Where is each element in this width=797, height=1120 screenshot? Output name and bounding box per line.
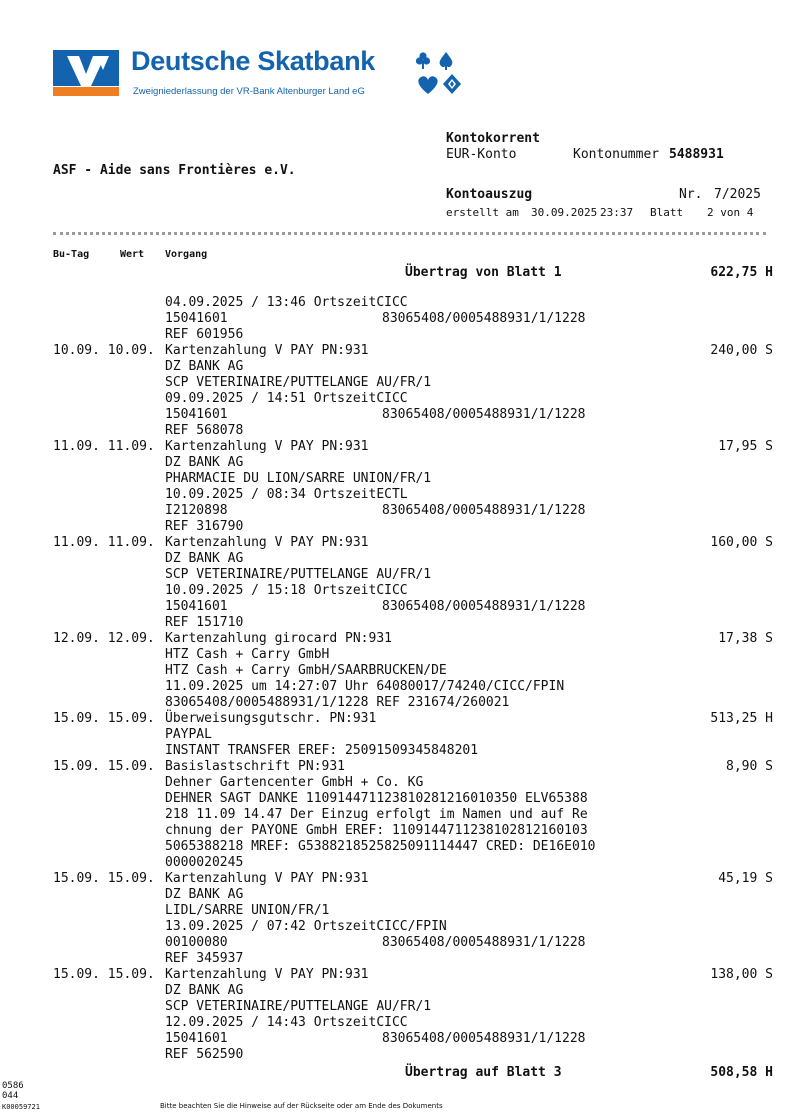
transaction-text: Kartenzahlung V PAY PN:931: [165, 439, 369, 454]
transaction-text: 00100080: [165, 935, 228, 950]
transaction-amount: 45,19 S: [718, 871, 773, 886]
transaction-text: 15041601: [165, 407, 228, 422]
carry-out-label: Übertrag auf Blatt 3: [405, 1065, 562, 1080]
bank-subtitle: Zweigniederlassung der VR-Bank Altenburger Land eG: [133, 86, 365, 97]
transaction-text: Basislastschrift PN:931: [165, 759, 346, 774]
transaction-line: [53, 503, 773, 519]
transaction-text: 11.09.2025 um 14:27:07 Uhr 64080017/74240/CICC/FPIN: [165, 679, 565, 694]
transaction-date: 12.09. 12.09.: [53, 631, 155, 646]
transaction-text: DZ BANK AG: [165, 983, 244, 998]
transaction-text: HTZ Cash + Carry GmbH: [165, 647, 330, 662]
transaction-line: [53, 935, 773, 951]
transaction-date: 15.09. 15.09.: [53, 871, 155, 886]
transaction-line: [53, 759, 773, 775]
transaction-date: 11.09. 11.09.: [53, 439, 155, 454]
transaction-text: 5065388218 MREF: G5388218525825091114447 CRED: DE16E010: [165, 839, 596, 854]
statement-title: Kontoauszug: [446, 187, 533, 202]
transaction-line: [53, 887, 773, 903]
transaction-date: 11.09. 11.09.: [53, 535, 155, 550]
transaction-text: 04.09.2025 / 13:46 OrtszeitCICC: [165, 295, 408, 310]
transaction-text: 0000020245: [165, 855, 244, 870]
transaction-line: [53, 439, 773, 455]
bank-logo-icon: [53, 50, 119, 96]
account-type-title: Kontokorrent: [446, 131, 540, 146]
transaction-text: REF 601956: [165, 327, 244, 342]
transaction-text: Kartenzahlung V PAY PN:931: [165, 967, 369, 982]
transaction-text: Überweisungsgutschr. PN:931: [165, 711, 377, 726]
transaction-line: [53, 871, 773, 887]
account-currency-type: EUR-Konto: [446, 147, 517, 162]
statement-nr-label: Nr.: [679, 187, 703, 202]
transaction-line: [53, 855, 773, 871]
carry-in-label: Übertrag von Blatt 1: [405, 265, 562, 280]
transaction-line: [53, 775, 773, 791]
transaction-line: [53, 567, 773, 583]
transaction-line: [53, 791, 773, 807]
transaction-text: SCP VETERINAIRE/PUTTELANGE AU/FR/1: [165, 567, 432, 582]
transaction-text: REF 562590: [165, 1047, 244, 1062]
statement-created-time: 23:37: [600, 206, 634, 219]
transaction-line: [53, 967, 773, 983]
transaction-text: REF 151710: [165, 615, 244, 630]
transaction-text: SCP VETERINAIRE/PUTTELANGE AU/FR/1: [165, 375, 432, 390]
transaction-list: [53, 295, 773, 1063]
carry-out-amount: 508,58 H: [710, 1065, 773, 1080]
transaction-text: 10.09.2025 / 15:18 OrtszeitCICC: [165, 583, 408, 598]
transaction-text: I2120898: [165, 503, 228, 518]
transaction-line: [53, 343, 773, 359]
transaction-line: [53, 631, 773, 647]
transaction-text: DZ BANK AG: [165, 551, 244, 566]
footer-code-1: 0586: [2, 1081, 24, 1091]
statement-sheet-label: Blatt: [650, 206, 684, 219]
column-booking-day: Bu-Tag: [53, 249, 90, 260]
transaction-text: 218 11.09 14.47 Der Einzug erfolgt im Namen und auf Re: [165, 807, 588, 822]
transaction-date: 10.09. 10.09.: [53, 343, 155, 358]
statement-nr: 7/2025: [714, 187, 761, 202]
statement-sheet: 2 von 4: [707, 206, 754, 219]
transaction-text: 10.09.2025 / 08:34 OrtszeitECTL: [165, 487, 408, 502]
transaction-text: Kartenzahlung V PAY PN:931: [165, 535, 369, 550]
transaction-text: DEHNER SAGT DANKE 110914471123810281216010350 ELV65388: [165, 791, 588, 806]
transaction-date: 15.09. 15.09.: [53, 759, 155, 774]
transaction-line: [53, 839, 773, 855]
transaction-text: REF 568078: [165, 423, 244, 438]
transaction-line: [53, 551, 773, 567]
transaction-line: [53, 359, 773, 375]
transaction-line: [53, 583, 773, 599]
transaction-line: [53, 471, 773, 487]
transaction-amount: 8,90 S: [726, 759, 773, 774]
transaction-amount: 138,00 S: [710, 967, 773, 982]
transaction-line: [53, 487, 773, 503]
transaction-text: LIDL/SARRE UNION/FR/1: [165, 903, 330, 918]
transaction-text: 15041601: [165, 311, 228, 326]
transaction-line: [53, 295, 773, 311]
transaction-text: chnung der PAYONE GmbH EREF: 110914471123810281216010З: [165, 823, 588, 838]
transaction-line: [53, 1015, 773, 1031]
transaction-text: INSTANT TRANSFER EREF: 25091509345848201: [165, 743, 479, 758]
transaction-line: [53, 327, 773, 343]
transaction-text: DZ BANK AG: [165, 887, 244, 902]
transaction-line: [53, 695, 773, 711]
transaction-reference: 83065408/0005488931/1/1228: [382, 311, 586, 326]
transaction-text: Kartenzahlung V PAY PN:931: [165, 343, 369, 358]
transaction-text: 15041601: [165, 599, 228, 614]
statement-created-date: 30.09.2025: [531, 206, 598, 219]
transaction-amount: 513,25 H: [710, 711, 773, 726]
transaction-reference: 83065408/0005488931/1/1228: [382, 407, 586, 422]
transaction-text: Kartenzahlung girocard PN:931: [165, 631, 392, 646]
transaction-text: DZ BANK AG: [165, 455, 244, 470]
transaction-text: 83065408/0005488931/1/1228 REF 231674/260021: [165, 695, 510, 710]
transaction-line: [53, 391, 773, 407]
transaction-line: [53, 1047, 773, 1063]
transaction-line: [53, 951, 773, 967]
transaction-text: PAYPAL: [165, 727, 212, 742]
transaction-date: 15.09. 15.09.: [53, 711, 155, 726]
statement-created-label: erstellt am: [446, 206, 519, 219]
account-number-label: Kontonummer: [573, 147, 660, 162]
carry-in-amount: 622,75 H: [710, 265, 773, 280]
transaction-text: HTZ Cash + Carry GmbH/SAARBRUCKEN/DE: [165, 663, 447, 678]
transaction-line: [53, 679, 773, 695]
footer-code-2: 044: [2, 1091, 19, 1101]
transaction-text: 15041601: [165, 1031, 228, 1046]
transaction-line: [53, 407, 773, 423]
footer-code-3: K00059721: [2, 1103, 40, 1111]
transaction-line: [53, 999, 773, 1015]
transaction-text: DZ BANK AG: [165, 359, 244, 374]
transaction-reference: 83065408/0005488931/1/1228: [382, 935, 586, 950]
transaction-text: REF 345937: [165, 951, 244, 966]
transaction-line: [53, 711, 773, 727]
transaction-line: [53, 743, 773, 759]
column-transaction: Vorgang: [165, 249, 208, 260]
transaction-amount: 17,95 S: [718, 439, 773, 454]
transaction-text: Dehner Gartencenter GmbH + Co. KG: [165, 775, 424, 790]
transaction-amount: 17,38 S: [718, 631, 773, 646]
transaction-line: [53, 1031, 773, 1047]
transaction-text: 09.09.2025 / 14:51 OrtszeitCICC: [165, 391, 408, 406]
account-number: 5488931: [669, 147, 724, 162]
transaction-text: Kartenzahlung V PAY PN:931: [165, 871, 369, 886]
account-holder: ASF - Aide sans Frontières e.V.: [53, 163, 296, 178]
header-divider: [53, 232, 766, 235]
transaction-line: [53, 903, 773, 919]
transaction-line: [53, 311, 773, 327]
column-value-date: Wert: [120, 249, 145, 260]
transaction-line: [53, 535, 773, 551]
transaction-reference: 83065408/0005488931/1/1228: [382, 1031, 586, 1046]
transaction-amount: 240,00 S: [710, 343, 773, 358]
transaction-line: [53, 647, 773, 663]
transaction-line: [53, 983, 773, 999]
transaction-line: [53, 807, 773, 823]
transaction-text: PHARMACIE DU LION/SARRE UNION/FR/1: [165, 471, 432, 486]
bank-name: Deutsche Skatbank: [131, 46, 375, 76]
transaction-line: [53, 727, 773, 743]
transaction-text: 12.09.2025 / 14:43 OrtszeitCICC: [165, 1015, 408, 1030]
transaction-reference: 83065408/0005488931/1/1228: [382, 599, 586, 614]
transaction-reference: 83065408/0005488931/1/1228: [382, 503, 586, 518]
transaction-line: [53, 615, 773, 631]
transaction-amount: 160,00 S: [710, 535, 773, 550]
transaction-line: [53, 919, 773, 935]
transaction-line: [53, 519, 773, 535]
transaction-line: [53, 455, 773, 471]
footer-note: Bitte beachten Sie die Hinweise auf der Rückseite oder am Ende des Dokuments: [160, 1102, 443, 1110]
transaction-date: 15.09. 15.09.: [53, 967, 155, 982]
transaction-line: [53, 599, 773, 615]
card-suits-icon: [416, 50, 464, 96]
transaction-line: [53, 375, 773, 391]
transaction-line: [53, 823, 773, 839]
transaction-text: SCP VETERINAIRE/PUTTELANGE AU/FR/1: [165, 999, 432, 1014]
transaction-line: [53, 663, 773, 679]
transaction-text: REF 316790: [165, 519, 244, 534]
transaction-line: [53, 423, 773, 439]
transaction-text: 13.09.2025 / 07:42 OrtszeitCICC/FPIN: [165, 919, 447, 934]
